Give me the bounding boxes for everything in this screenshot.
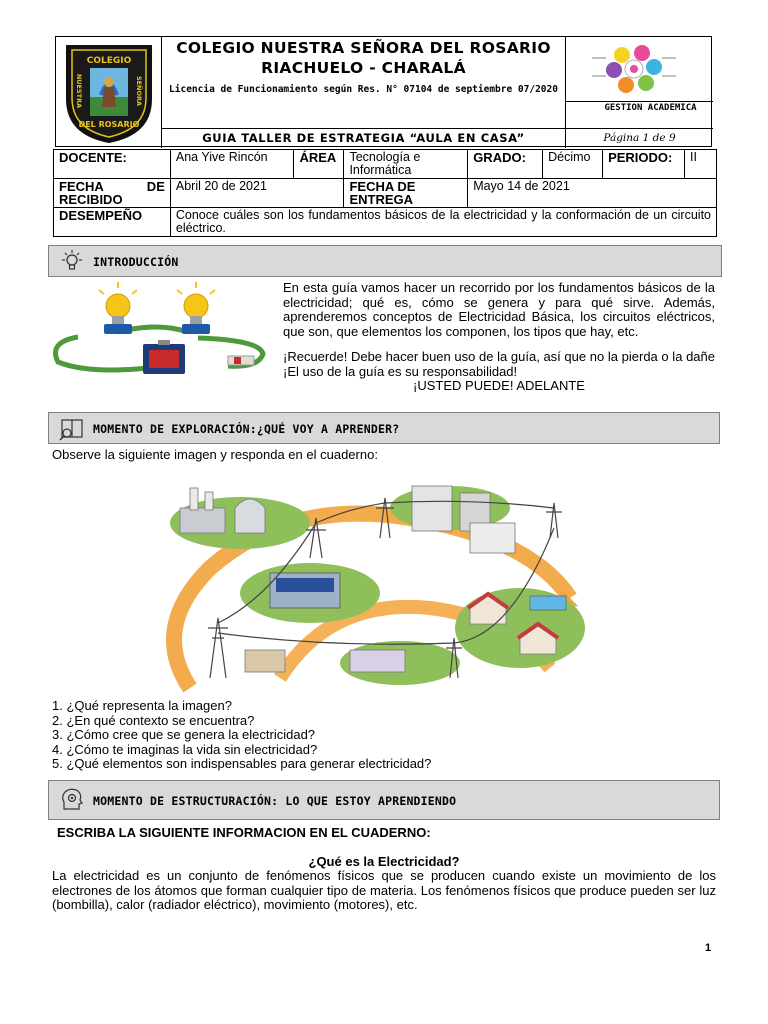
bulb-right xyxy=(177,282,215,334)
solar-plant xyxy=(270,573,340,608)
intro-cheer: ¡USTED PUEDE! ADELANTE xyxy=(413,378,585,393)
circuit-illustration xyxy=(48,282,273,379)
fecha-entrega-label: FECHA DE ENTREGA xyxy=(344,179,468,208)
desempeno-value: Conoce cuáles son los fundamentos básicos de la electricidad y la conformación de un circuito eléctrico. xyxy=(170,208,716,237)
structuring-title: MOMENTO DE ESTRUCTURACIÓN: LO QUE ESTOY APRENDIENDO xyxy=(93,794,457,808)
area-value: Tecnología e Informática xyxy=(344,150,468,179)
exploration-section-bar xyxy=(48,412,720,444)
switch xyxy=(228,356,254,365)
structuring-subtitle: ¿Qué es la Electricidad? xyxy=(308,854,460,869)
lightbulb-icon xyxy=(59,249,85,275)
intro-reminder: ¡Recuerde! Debe hacer buen uso de la guía, así que no la pierda o la dañe ¡El uso de la guía es su responsabilidad! xyxy=(283,349,715,379)
logo-top-text: COLEGIO xyxy=(86,56,132,66)
question-item: 1. ¿Qué representa la imagen? xyxy=(52,698,232,713)
intro-section-bar xyxy=(48,245,722,277)
school-name: COLEGIO NUESTRA SEÑORA DEL ROSARIO xyxy=(176,39,551,57)
desempeno-label: DESEMPEÑO xyxy=(54,208,171,237)
question-item: 4. ¿Cómo te imaginas la vida sin electricidad? xyxy=(52,741,318,757)
logo-left-text: NUESTRA xyxy=(75,73,83,109)
intro-paragraph: En esta guía vamos hacer un recorrido por los fundamentos básicos de la electricidad; qué es, cómo se genera y para qué sirve. Además, aprenderemos conceptos de Electricidad Básica, los circuitos eléctricos, que son, que elementos los componen, los tipos que hay, etc. xyxy=(283,280,715,339)
question-item: 5. ¿Qué elementos son indispensables para generar electricidad? xyxy=(52,756,432,772)
fecha-recibido-value: Abril 20 de 2021 xyxy=(170,179,344,208)
fecha-recibido-label: FECHA DE RECIBIDO xyxy=(54,179,171,208)
guide-title: GUIA TALLER DE ESTRATEGIA “AULA EN CASA” xyxy=(162,128,566,148)
power-grid-illustration xyxy=(150,478,590,693)
structuring-instruction: ESCRIBA LA SIGUIENTE INFORMACION EN EL CUADERNO: xyxy=(57,825,431,840)
gear-head-icon xyxy=(59,787,85,813)
exploration-questions xyxy=(52,699,431,772)
license-text: Licencia de Funcionamiento según Res. N° 07104 de septiembre 07/2020 xyxy=(169,84,558,95)
structuring-section-bar xyxy=(48,780,720,820)
logo-right-text: SEÑORA xyxy=(135,75,143,107)
page-indicator: Página 1 de 9 xyxy=(566,128,713,148)
info-table xyxy=(53,149,717,237)
question-item: 2. ¿En qué contexto se encuentra? xyxy=(52,712,255,728)
school-location: RIACHUELO - CHARALÁ xyxy=(261,59,466,77)
substation xyxy=(245,650,405,672)
school-logo-cell xyxy=(56,37,162,148)
logo-bottom-text: DEL ROSARIO xyxy=(78,120,140,129)
battery xyxy=(143,340,185,374)
periodo-value: II xyxy=(685,150,717,179)
info-row-desempeno xyxy=(54,208,717,237)
department-label: GESTION ACADEMICA xyxy=(566,101,713,128)
bulb-left xyxy=(99,282,137,334)
docente-label: DOCENTE: xyxy=(54,150,171,179)
book-search-icon xyxy=(59,416,85,442)
info-row-dates xyxy=(54,179,717,208)
structuring-paragraph: La electricidad es un conjunto de fenómenos físicos que se producen cuando existe un movimiento de los electrones de los átomos que forman cualquier tipo de materia. Los fenómenos físicos que produce pueden ser luz (bombilla), calor (radiador eléctrico), movimiento (motores), etc. xyxy=(52,868,716,912)
periodo-label: PERIODO: xyxy=(603,150,685,179)
area-label: ÁREA xyxy=(294,150,344,179)
docente-value: Ana Yive Rincón xyxy=(170,150,294,179)
exploration-title: MOMENTO DE EXPLORACIÓN:¿QUÉ VOY A APRENDER? xyxy=(93,422,400,436)
factory xyxy=(180,488,265,533)
header-title-block xyxy=(162,37,566,128)
page-number: 1 xyxy=(705,942,712,954)
exploration-instruction: Observe la siguiente imagen y responda en el cuaderno: xyxy=(52,447,378,462)
grado-label: GRADO: xyxy=(468,150,543,179)
intro-title: INTRODUCCIÓN xyxy=(93,255,179,269)
academic-emblem-cell xyxy=(566,37,713,101)
question-item: 3. ¿Cómo cree que se genera la electricidad? xyxy=(52,727,316,743)
document-header xyxy=(55,36,712,147)
school-logo xyxy=(56,37,162,148)
fecha-entrega-value: Mayo 14 de 2021 xyxy=(468,179,717,208)
grado-value: Décimo xyxy=(543,150,603,179)
academic-emblem xyxy=(566,37,713,101)
info-row-teacher xyxy=(54,150,717,179)
